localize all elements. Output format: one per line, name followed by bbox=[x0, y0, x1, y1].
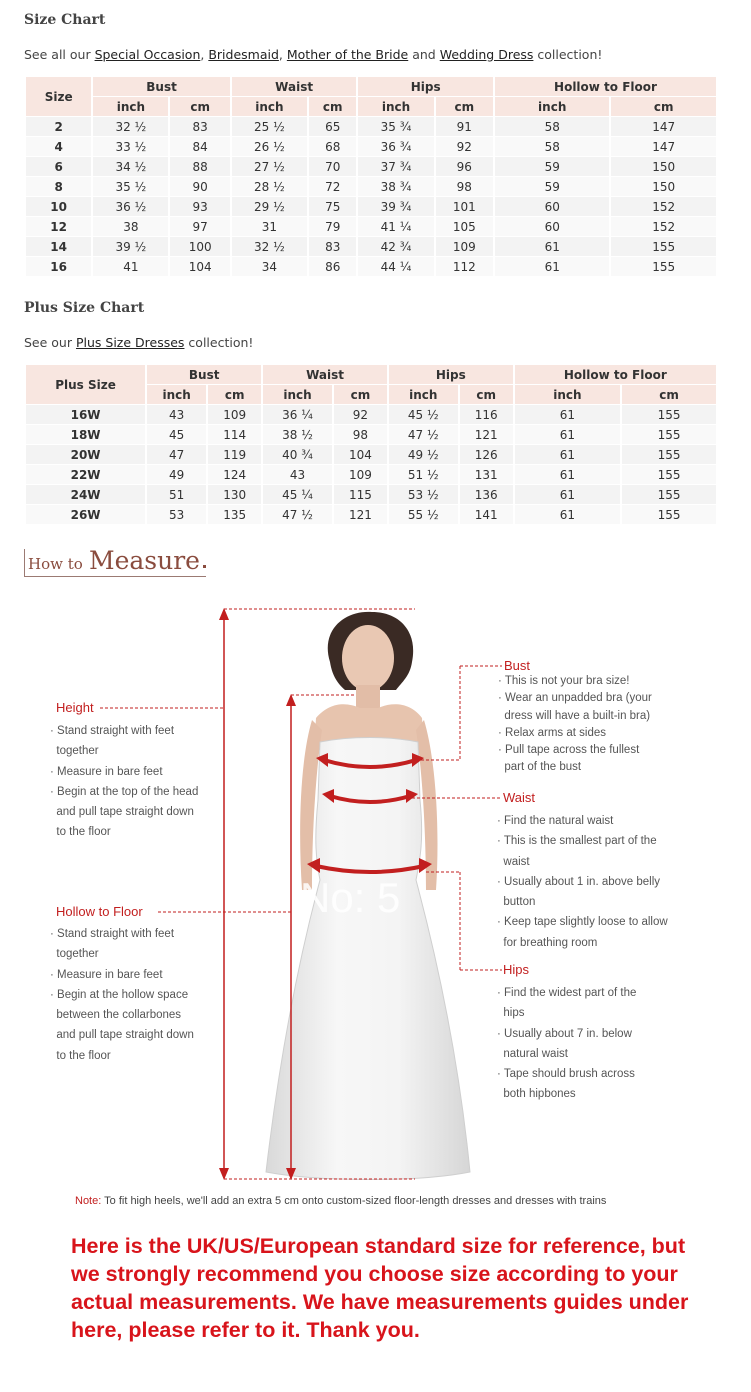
heading-dot bbox=[203, 565, 206, 568]
size_chart-unit-header: cm bbox=[309, 97, 356, 116]
bullet-dot: · bbox=[498, 692, 506, 705]
hollow-label: Hollow to Floor bbox=[56, 904, 143, 919]
measurement-cell: 27 ½ bbox=[232, 157, 307, 176]
bullet-dot: · bbox=[50, 988, 58, 1001]
size-cell: 22W bbox=[26, 465, 145, 484]
bullet-dot: · bbox=[497, 815, 505, 827]
plus_chart-unit-header: inch bbox=[515, 385, 621, 404]
bullet-dot: · bbox=[50, 968, 58, 981]
bullet-line bbox=[497, 1064, 636, 1084]
measurement-cell: 155 bbox=[622, 405, 716, 424]
hollow-header: Hollow to Floor bbox=[495, 77, 716, 96]
measurement-cell: 51 ½ bbox=[389, 465, 458, 484]
bullet-text: This is the smallest part of the bbox=[503, 835, 657, 848]
bullet-dot: · bbox=[50, 725, 58, 737]
measurement-cell: 36 ½ bbox=[93, 197, 168, 216]
bullet-line bbox=[497, 831, 668, 851]
measurement-cell: 124 bbox=[208, 465, 261, 484]
bullet-text: Find the natural waist bbox=[504, 815, 614, 827]
bullet-line bbox=[497, 983, 636, 1003]
measurement-cell: 38 ½ bbox=[263, 425, 332, 444]
table-row bbox=[26, 177, 716, 196]
measurement-cell: 150 bbox=[611, 157, 716, 176]
size_chart-unit-header: cm bbox=[436, 97, 493, 116]
bullet-dot: · bbox=[497, 835, 504, 848]
measure-diagram bbox=[0, 590, 751, 1200]
size-cell: 14 bbox=[26, 237, 91, 256]
table-row bbox=[26, 237, 716, 256]
plus-waist-header: Waist bbox=[263, 365, 387, 384]
measurement-cell: 155 bbox=[622, 505, 716, 524]
measurement-cell: 96 bbox=[436, 157, 493, 176]
hips-bullets bbox=[497, 983, 636, 1105]
measurement-cell: 38 ¾ bbox=[358, 177, 433, 196]
bullet-line bbox=[50, 985, 194, 1005]
bullet-text: Measure in bare feet bbox=[57, 765, 163, 778]
size-header: Size bbox=[26, 77, 91, 116]
measurement-cell: 155 bbox=[611, 237, 716, 256]
size-cell: 16W bbox=[26, 405, 145, 424]
measurement-cell: 58 bbox=[495, 117, 609, 136]
measurement-cell: 109 bbox=[208, 405, 261, 424]
size-cell: 6 bbox=[26, 157, 91, 176]
measurement-cell: 33 ½ bbox=[93, 137, 168, 156]
bullet-text: Pull tape across the fullest bbox=[505, 744, 640, 757]
measurement-cell: 100 bbox=[170, 237, 229, 256]
measurement-cell: 61 bbox=[495, 257, 609, 276]
measurement-cell: 135 bbox=[208, 505, 261, 524]
bullet-line bbox=[497, 1024, 636, 1044]
measurement-cell: 93 bbox=[170, 197, 229, 216]
size_chart-unit-header: inch bbox=[93, 97, 168, 116]
bullet-dot: · bbox=[498, 675, 505, 687]
hips-header: Hips bbox=[358, 77, 493, 96]
bullet-line bbox=[50, 822, 198, 842]
measurement-cell: 36 ¾ bbox=[358, 137, 433, 156]
measurement-cell: 53 ½ bbox=[389, 485, 458, 504]
measurement-cell: 47 ½ bbox=[263, 505, 332, 524]
measurement-cell: 29 ½ bbox=[232, 197, 307, 216]
measurement-cell: 98 bbox=[436, 177, 493, 196]
note-text: Note: To fit high heels, we'll add an extra 5 cm onto custom-sized floor-length dresses and dresses with trains bbox=[75, 1195, 607, 1207]
bullet-line bbox=[50, 965, 194, 985]
measurement-cell: 130 bbox=[208, 485, 261, 504]
table-row bbox=[26, 505, 716, 524]
size-cell: 20W bbox=[26, 445, 145, 464]
measurement-cell: 59 bbox=[495, 177, 609, 196]
plus_chart-unit-header: inch bbox=[389, 385, 458, 404]
measurement-cell: 25 ½ bbox=[232, 117, 307, 136]
how-to-measure-heading bbox=[24, 546, 206, 577]
plus_chart-unit-header: cm bbox=[208, 385, 261, 404]
bullet-line bbox=[50, 782, 198, 802]
bullet-text: together bbox=[56, 948, 99, 961]
bullet-text: between the collarbones bbox=[56, 1009, 182, 1022]
measurement-cell: 65 bbox=[309, 117, 356, 136]
measurement-cell: 35 ¾ bbox=[358, 117, 433, 136]
bullet-dot: · bbox=[498, 726, 506, 739]
measurement-cell: 51 bbox=[147, 485, 206, 504]
measurement-cell: 39 ½ bbox=[93, 237, 168, 256]
measurement-cell: 92 bbox=[334, 405, 387, 424]
measurement-cell: 36 ¼ bbox=[263, 405, 332, 424]
size_chart-unit-header: inch bbox=[358, 97, 433, 116]
table-row bbox=[26, 117, 716, 136]
bullet-line bbox=[498, 708, 652, 725]
measurement-cell: 83 bbox=[309, 237, 356, 256]
bullet-line bbox=[497, 852, 668, 872]
bullet-line bbox=[497, 912, 668, 932]
measurement-cell: 104 bbox=[170, 257, 229, 276]
size-cell: 10 bbox=[26, 197, 91, 216]
measurement-cell: 35 ½ bbox=[93, 177, 168, 196]
measurement-cell: 126 bbox=[460, 445, 513, 464]
measurement-cell: 101 bbox=[436, 197, 493, 216]
size-cell: 2 bbox=[26, 117, 91, 136]
waist-header: Waist bbox=[232, 77, 357, 96]
measurement-cell: 34 bbox=[232, 257, 307, 276]
measurement-cell: 61 bbox=[495, 237, 609, 256]
bullet-line bbox=[497, 811, 668, 831]
measurement-cell: 42 ¾ bbox=[358, 237, 433, 256]
measurement-cell: 105 bbox=[436, 217, 493, 236]
bullet-text: Measure in bare feet bbox=[57, 968, 163, 981]
measurement-cell: 147 bbox=[611, 117, 716, 136]
plus-hips-header: Hips bbox=[389, 365, 513, 384]
bullet-line bbox=[498, 725, 652, 742]
table-row bbox=[26, 197, 716, 216]
measurement-cell: 47 ½ bbox=[389, 425, 458, 444]
bullet-dot: · bbox=[497, 1027, 505, 1040]
plus_chart-unit-header: cm bbox=[622, 385, 716, 404]
measurement-cell: 61 bbox=[515, 485, 621, 504]
measurement-cell: 131 bbox=[460, 465, 513, 484]
measurement-cell: 91 bbox=[436, 117, 493, 136]
bullet-text: Wear an unpadded bra (your bbox=[505, 692, 652, 705]
plus_chart-unit-header: cm bbox=[460, 385, 513, 404]
bullet-dot: · bbox=[498, 744, 506, 757]
bullet-line bbox=[497, 872, 668, 892]
plus-hollow-header: Hollow to Floor bbox=[515, 365, 716, 384]
bullet-text: dress will have a built-in bra) bbox=[504, 709, 651, 722]
measurement-cell: 34 ½ bbox=[93, 157, 168, 176]
bullet-dot: · bbox=[497, 875, 505, 888]
waist-bullets bbox=[497, 811, 668, 953]
measurement-cell: 114 bbox=[208, 425, 261, 444]
size-cell: 26W bbox=[26, 505, 145, 524]
bullet-dot: · bbox=[497, 1068, 504, 1081]
height-bullets bbox=[50, 721, 198, 843]
bullet-line bbox=[50, 762, 198, 782]
measurement-cell: 61 bbox=[515, 465, 621, 484]
measurement-cell: 31 bbox=[232, 217, 307, 236]
size-chart-title: Size Chart bbox=[24, 12, 106, 28]
measurement-cell: 43 bbox=[263, 465, 332, 484]
bullet-dot: · bbox=[497, 916, 505, 929]
plus-chart-title: Plus Size Chart bbox=[24, 300, 145, 316]
bullet-text: Keep tape slightly loose to allow bbox=[504, 916, 668, 929]
bullet-text: and pull tape straight down bbox=[56, 1029, 194, 1042]
measurement-cell: 60 bbox=[495, 197, 609, 216]
measurement-cell: 97 bbox=[170, 217, 229, 236]
measurement-cell: 150 bbox=[611, 177, 716, 196]
measurement-cell: 38 bbox=[93, 217, 168, 236]
bullet-line bbox=[498, 690, 652, 707]
bullet-text: and pull tape straight down bbox=[56, 806, 194, 819]
plus_chart-unit-header: cm bbox=[334, 385, 387, 404]
how-to-text: How to bbox=[28, 555, 83, 573]
bullet-line bbox=[497, 1084, 636, 1104]
size_chart-unit-header: cm bbox=[611, 97, 716, 116]
bullet-dot: · bbox=[50, 928, 58, 940]
measurement-cell: 43 bbox=[147, 405, 206, 424]
measurement-cell: 83 bbox=[170, 117, 229, 136]
measurement-cell: 39 ¾ bbox=[358, 197, 433, 216]
bullet-line bbox=[50, 741, 198, 761]
measurement-cell: 79 bbox=[309, 217, 356, 236]
bullet-text: Find the widest part of the bbox=[504, 987, 637, 999]
measurement-cell: 84 bbox=[170, 137, 229, 156]
size_chart-unit-header: inch bbox=[495, 97, 609, 116]
bullet-line bbox=[50, 924, 194, 944]
table-row bbox=[26, 445, 716, 464]
bridesmaid-link[interactable]: Bridesmaid bbox=[208, 47, 279, 62]
measurement-cell: 155 bbox=[611, 257, 716, 276]
bullet-text: part of the bust bbox=[504, 761, 582, 774]
measurement-cell: 53 bbox=[147, 505, 206, 524]
bullet-line bbox=[497, 1003, 636, 1023]
bullet-text: natural waist bbox=[503, 1047, 568, 1060]
plus-chart-intro: See our Plus Size Dresses collection! bbox=[24, 335, 254, 350]
plus-bust-header: Bust bbox=[147, 365, 261, 384]
bullet-line bbox=[497, 933, 668, 953]
bullet-line bbox=[498, 742, 652, 759]
measurement-cell: 112 bbox=[436, 257, 493, 276]
bullet-line bbox=[50, 802, 198, 822]
bullet-line bbox=[497, 1044, 636, 1064]
bullet-line bbox=[50, 1046, 194, 1066]
reference-banner: Here is the UK/US/European standard size for reference, but we strongly recommend you choose size according to your actual measurements. We have measurements guides under here, please refer to it. Thank you. bbox=[71, 1234, 689, 1342]
measurement-cell: 59 bbox=[495, 157, 609, 176]
table-row bbox=[26, 425, 716, 444]
measurement-cell: 45 bbox=[147, 425, 206, 444]
bullet-text: hips bbox=[503, 1007, 525, 1020]
bust-label: Bust bbox=[504, 658, 531, 673]
measurement-cell: 60 bbox=[495, 217, 609, 236]
measurement-cell: 155 bbox=[622, 445, 716, 464]
measurement-cell: 61 bbox=[515, 505, 621, 524]
size-cell: 8 bbox=[26, 177, 91, 196]
measurement-cell: 41 ¼ bbox=[358, 217, 433, 236]
measurement-cell: 119 bbox=[208, 445, 261, 464]
watermark-text: No: 5 bbox=[300, 874, 401, 921]
bullet-text: together bbox=[56, 745, 99, 758]
measurement-cell: 61 bbox=[515, 445, 621, 464]
measurement-cell: 92 bbox=[436, 137, 493, 156]
bullet-line bbox=[498, 673, 652, 690]
measurement-cell: 121 bbox=[334, 505, 387, 524]
table-row bbox=[26, 137, 716, 156]
measurement-cell: 45 ¼ bbox=[263, 485, 332, 504]
bullet-line bbox=[498, 759, 652, 776]
wedding-dress-link[interactable]: Wedding Dress bbox=[439, 47, 534, 62]
bullet-line bbox=[50, 1005, 194, 1025]
bullet-text: Stand straight with feet bbox=[57, 928, 175, 940]
hollow-bullets bbox=[50, 924, 194, 1066]
measurement-cell: 155 bbox=[622, 465, 716, 484]
mother-of-bride-link[interactable]: Mother of the Bride bbox=[286, 47, 409, 62]
bullet-line bbox=[50, 1025, 194, 1045]
measurement-cell: 72 bbox=[309, 177, 356, 196]
bullet-line bbox=[497, 892, 668, 912]
bullet-line bbox=[50, 721, 198, 741]
size-cell: 12 bbox=[26, 217, 91, 236]
size-chart-table bbox=[24, 76, 718, 277]
measurement-cell: 47 bbox=[147, 445, 206, 464]
measurement-cell: 37 ¾ bbox=[358, 157, 433, 176]
special-occasion-link[interactable]: Special Occasion bbox=[94, 47, 201, 62]
measurement-cell: 147 bbox=[611, 137, 716, 156]
bullet-text: Relax arms at sides bbox=[505, 726, 607, 739]
measurement-cell: 116 bbox=[460, 405, 513, 424]
bullet-text: Tape should brush across bbox=[503, 1068, 635, 1081]
measurement-cell: 61 bbox=[515, 425, 621, 444]
bullet-text: to the floor bbox=[56, 826, 111, 839]
plus_chart-unit-header: inch bbox=[263, 385, 332, 404]
size-cell: 4 bbox=[26, 137, 91, 156]
size_chart-unit-header: cm bbox=[170, 97, 229, 116]
measurement-cell: 121 bbox=[460, 425, 513, 444]
measurement-cell: 44 ¼ bbox=[358, 257, 433, 276]
measurement-cell: 88 bbox=[170, 157, 229, 176]
table-row bbox=[26, 217, 716, 236]
measurement-cell: 90 bbox=[170, 177, 229, 196]
bullet-dot: · bbox=[50, 785, 58, 798]
bullet-text: Begin at the hollow space bbox=[57, 988, 189, 1001]
measurement-cell: 104 bbox=[334, 445, 387, 464]
measurement-cell: 40 ¾ bbox=[263, 445, 332, 464]
measurement-cell: 68 bbox=[309, 137, 356, 156]
measurement-cell: 32 ½ bbox=[232, 237, 307, 256]
bullet-text: both hipbones bbox=[503, 1088, 576, 1101]
hips-label: Hips bbox=[503, 962, 530, 977]
measurement-cell: 26 ½ bbox=[232, 137, 307, 156]
plus-size-dresses-link[interactable]: Plus Size Dresses bbox=[75, 335, 185, 350]
size-cell: 16 bbox=[26, 257, 91, 276]
bullet-dot: · bbox=[50, 765, 58, 778]
measurement-cell: 58 bbox=[495, 137, 609, 156]
measurement-cell: 61 bbox=[515, 405, 621, 424]
measurement-cell: 152 bbox=[611, 197, 716, 216]
measurement-cell: 32 ½ bbox=[93, 117, 168, 136]
measurement-cell: 115 bbox=[334, 485, 387, 504]
plus-chart-table bbox=[24, 364, 718, 525]
bullet-text: Usually about 1 in. above belly bbox=[504, 875, 661, 888]
bullet-text: button bbox=[503, 896, 536, 909]
measurement-cell: 70 bbox=[309, 157, 356, 176]
measurement-cell: 28 ½ bbox=[232, 177, 307, 196]
measurement-cell: 86 bbox=[309, 257, 356, 276]
measurement-cell: 75 bbox=[309, 197, 356, 216]
measurement-cell: 49 bbox=[147, 465, 206, 484]
size-cell: 18W bbox=[26, 425, 145, 444]
measurement-cell: 41 bbox=[93, 257, 168, 276]
bullet-text: to the floor bbox=[56, 1049, 111, 1062]
waist-label: Waist bbox=[503, 790, 536, 805]
measurement-cell: 109 bbox=[436, 237, 493, 256]
table-row bbox=[26, 485, 716, 504]
measurement-cell: 152 bbox=[611, 217, 716, 236]
measurement-cell: 136 bbox=[460, 485, 513, 504]
measurement-cell: 49 ½ bbox=[389, 445, 458, 464]
size-cell: 24W bbox=[26, 485, 145, 504]
measurement-cell: 141 bbox=[460, 505, 513, 524]
bullet-line bbox=[50, 944, 194, 964]
table-row bbox=[26, 257, 716, 276]
bullet-text: waist bbox=[503, 855, 530, 868]
bullet-dot: · bbox=[497, 987, 505, 999]
bullet-text: Stand straight with feet bbox=[57, 725, 175, 737]
measurement-cell: 45 ½ bbox=[389, 405, 458, 424]
measurement-cell: 155 bbox=[622, 485, 716, 504]
size-chart-intro: See all our Special Occasion, Bridesmaid, Mother of the Bride and Wedding Dress collection! bbox=[24, 47, 603, 62]
plus_chart-unit-header: inch bbox=[147, 385, 206, 404]
measure-text: Measure bbox=[89, 546, 200, 575]
bust-header: Bust bbox=[93, 77, 230, 96]
bullet-text: Usually about 7 in. below bbox=[504, 1027, 632, 1040]
plus-size-header: Plus Size bbox=[26, 365, 145, 404]
table-row bbox=[26, 157, 716, 176]
table-row bbox=[26, 405, 716, 424]
measurement-cell: 55 ½ bbox=[389, 505, 458, 524]
bust-bullets bbox=[498, 673, 652, 777]
bullet-text: for breathing room bbox=[503, 936, 598, 949]
table-row bbox=[26, 465, 716, 484]
measurement-cell: 155 bbox=[622, 425, 716, 444]
measurement-cell: 109 bbox=[334, 465, 387, 484]
bullet-text: Begin at the top of the head bbox=[57, 785, 199, 798]
size_chart-unit-header: inch bbox=[232, 97, 307, 116]
measurement-cell: 98 bbox=[334, 425, 387, 444]
height-label: Height bbox=[56, 700, 94, 715]
bullet-text: This is not your bra size! bbox=[504, 675, 630, 687]
